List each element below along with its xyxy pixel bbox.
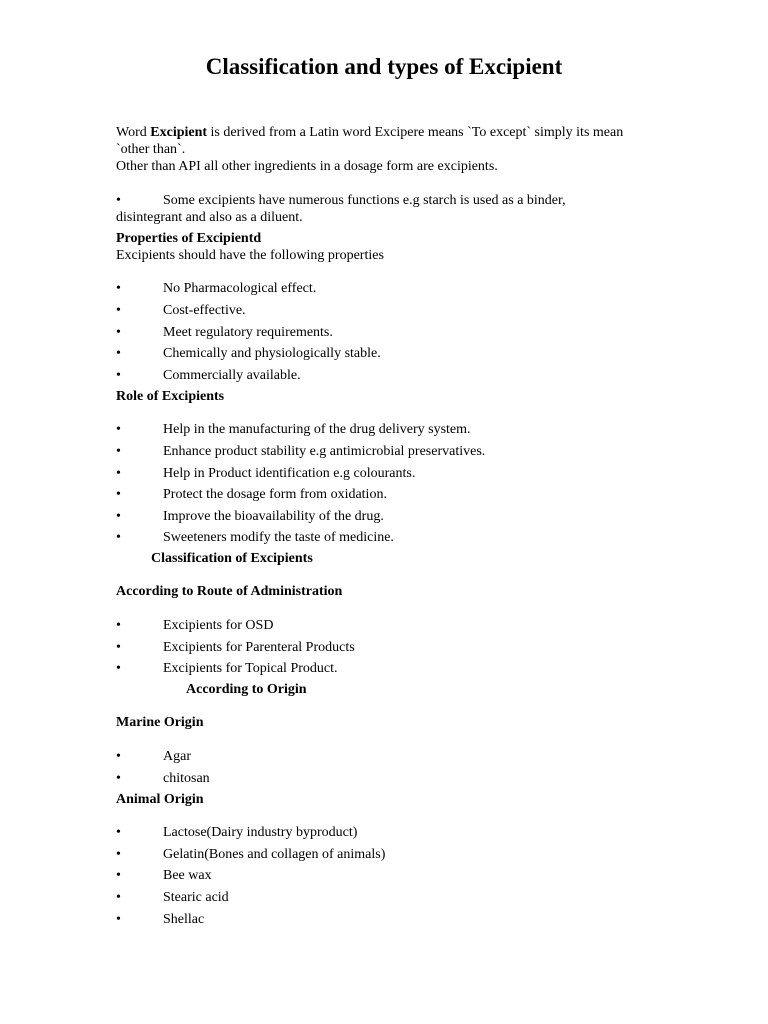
list-item <box>116 824 676 841</box>
bullet-icon: • <box>116 912 121 927</box>
role-item: Enhance product stability e.g antimicrobial preservatives. <box>163 444 486 459</box>
route-item: Excipients for OSD <box>163 618 274 633</box>
origin-heading: According to Origin <box>186 682 307 697</box>
list-item <box>116 367 676 384</box>
classification-heading: Classification of Excipients <box>151 551 313 566</box>
role-heading: Role of Excipients <box>116 389 225 404</box>
bullet-icon: • <box>116 530 121 545</box>
list-item <box>116 443 676 460</box>
function-note <box>116 192 626 226</box>
bullet-icon: • <box>116 422 121 437</box>
list-item <box>116 639 676 656</box>
list-item <box>116 660 676 677</box>
role-item: Protect the dosage form from oxidation. <box>163 487 387 502</box>
marine-item: Agar <box>163 749 191 764</box>
bullet-icon: • <box>116 444 121 459</box>
bullet-icon: • <box>116 466 121 481</box>
property-item: Meet regulatory requirements. <box>163 325 333 340</box>
page-title: Classification and types of Excipient <box>205 54 563 79</box>
bullet-icon: • <box>116 640 121 655</box>
bullet-icon: • <box>116 771 121 786</box>
route-item: Excipients for Topical Product. <box>163 661 338 676</box>
list-item <box>116 302 676 319</box>
function-note-text: Some excipients have numerous functions e.g starch is used as a binder, disintegrant and also as a diluent. <box>116 193 566 225</box>
bullet-icon: • <box>116 368 121 383</box>
animal-item: Gelatin(Bones and collagen of animals) <box>163 847 386 862</box>
list-item <box>116 421 676 438</box>
bullet-icon: • <box>116 303 121 318</box>
animal-origin-heading: Animal Origin <box>116 792 204 807</box>
role-item: Improve the bioavailability of the drug. <box>163 509 384 524</box>
list-item <box>116 324 676 341</box>
bullet-icon: • <box>116 890 121 905</box>
list-item <box>116 770 676 787</box>
role-item: Help in the manufacturing of the drug delivery system. <box>163 422 471 437</box>
animal-item: Shellac <box>163 912 205 927</box>
properties-subtext: Excipients should have the following properties <box>116 248 384 263</box>
intro-paragraph <box>116 124 656 175</box>
bullet-icon: • <box>116 509 121 524</box>
list-item <box>116 486 676 503</box>
bullet-icon: • <box>116 868 121 883</box>
list-item <box>116 867 676 884</box>
intro-rest: is derived from a Latin word Excipere means `To except` simply its mean `other than`. <box>116 125 624 157</box>
list-item <box>116 889 676 906</box>
marine-item: chitosan <box>163 771 210 786</box>
marine-origin-heading: Marine Origin <box>116 715 204 730</box>
property-item: Chemically and physiologically stable. <box>163 346 381 361</box>
list-item <box>116 846 676 863</box>
bullet-icon: • <box>116 661 121 676</box>
bullet-icon: • <box>116 346 121 361</box>
animal-item: Lactose(Dairy industry byproduct) <box>163 825 358 840</box>
animal-item: Stearic acid <box>163 890 229 905</box>
route-heading: According to Route of Administration <box>116 584 343 599</box>
bullet-icon: • <box>116 487 121 502</box>
route-item: Excipients for Parenteral Products <box>163 640 355 655</box>
property-item: Commercially available. <box>163 368 301 383</box>
bullet-icon: • <box>116 749 121 764</box>
bullet-icon: • <box>116 193 121 208</box>
list-item <box>116 911 676 928</box>
role-item: Sweeteners modify the taste of medicine. <box>163 530 394 545</box>
list-item <box>116 345 676 362</box>
bullet-icon: • <box>116 847 121 862</box>
intro-line2: Other than API all other ingredients in a dosage form are excipients. <box>116 159 498 174</box>
property-item: Cost-effective. <box>163 303 246 318</box>
list-item <box>116 617 676 634</box>
list-item <box>116 508 676 525</box>
list-item <box>116 529 676 546</box>
list-item <box>116 280 676 297</box>
bullet-icon: • <box>116 281 121 296</box>
bullet-icon: • <box>116 325 121 340</box>
intro-prefix: Word <box>116 125 151 140</box>
list-item <box>116 465 676 482</box>
bullet-icon: • <box>116 825 121 840</box>
property-item: No Pharmacological effect. <box>163 281 317 296</box>
properties-heading: Properties of Excipientd <box>116 231 262 246</box>
list-item <box>116 748 676 765</box>
animal-item: Bee wax <box>163 868 212 883</box>
intro-bold-term: Excipient <box>150 125 208 140</box>
role-item: Help in Product identification e.g colourants. <box>163 466 416 481</box>
bullet-icon: • <box>116 618 121 633</box>
